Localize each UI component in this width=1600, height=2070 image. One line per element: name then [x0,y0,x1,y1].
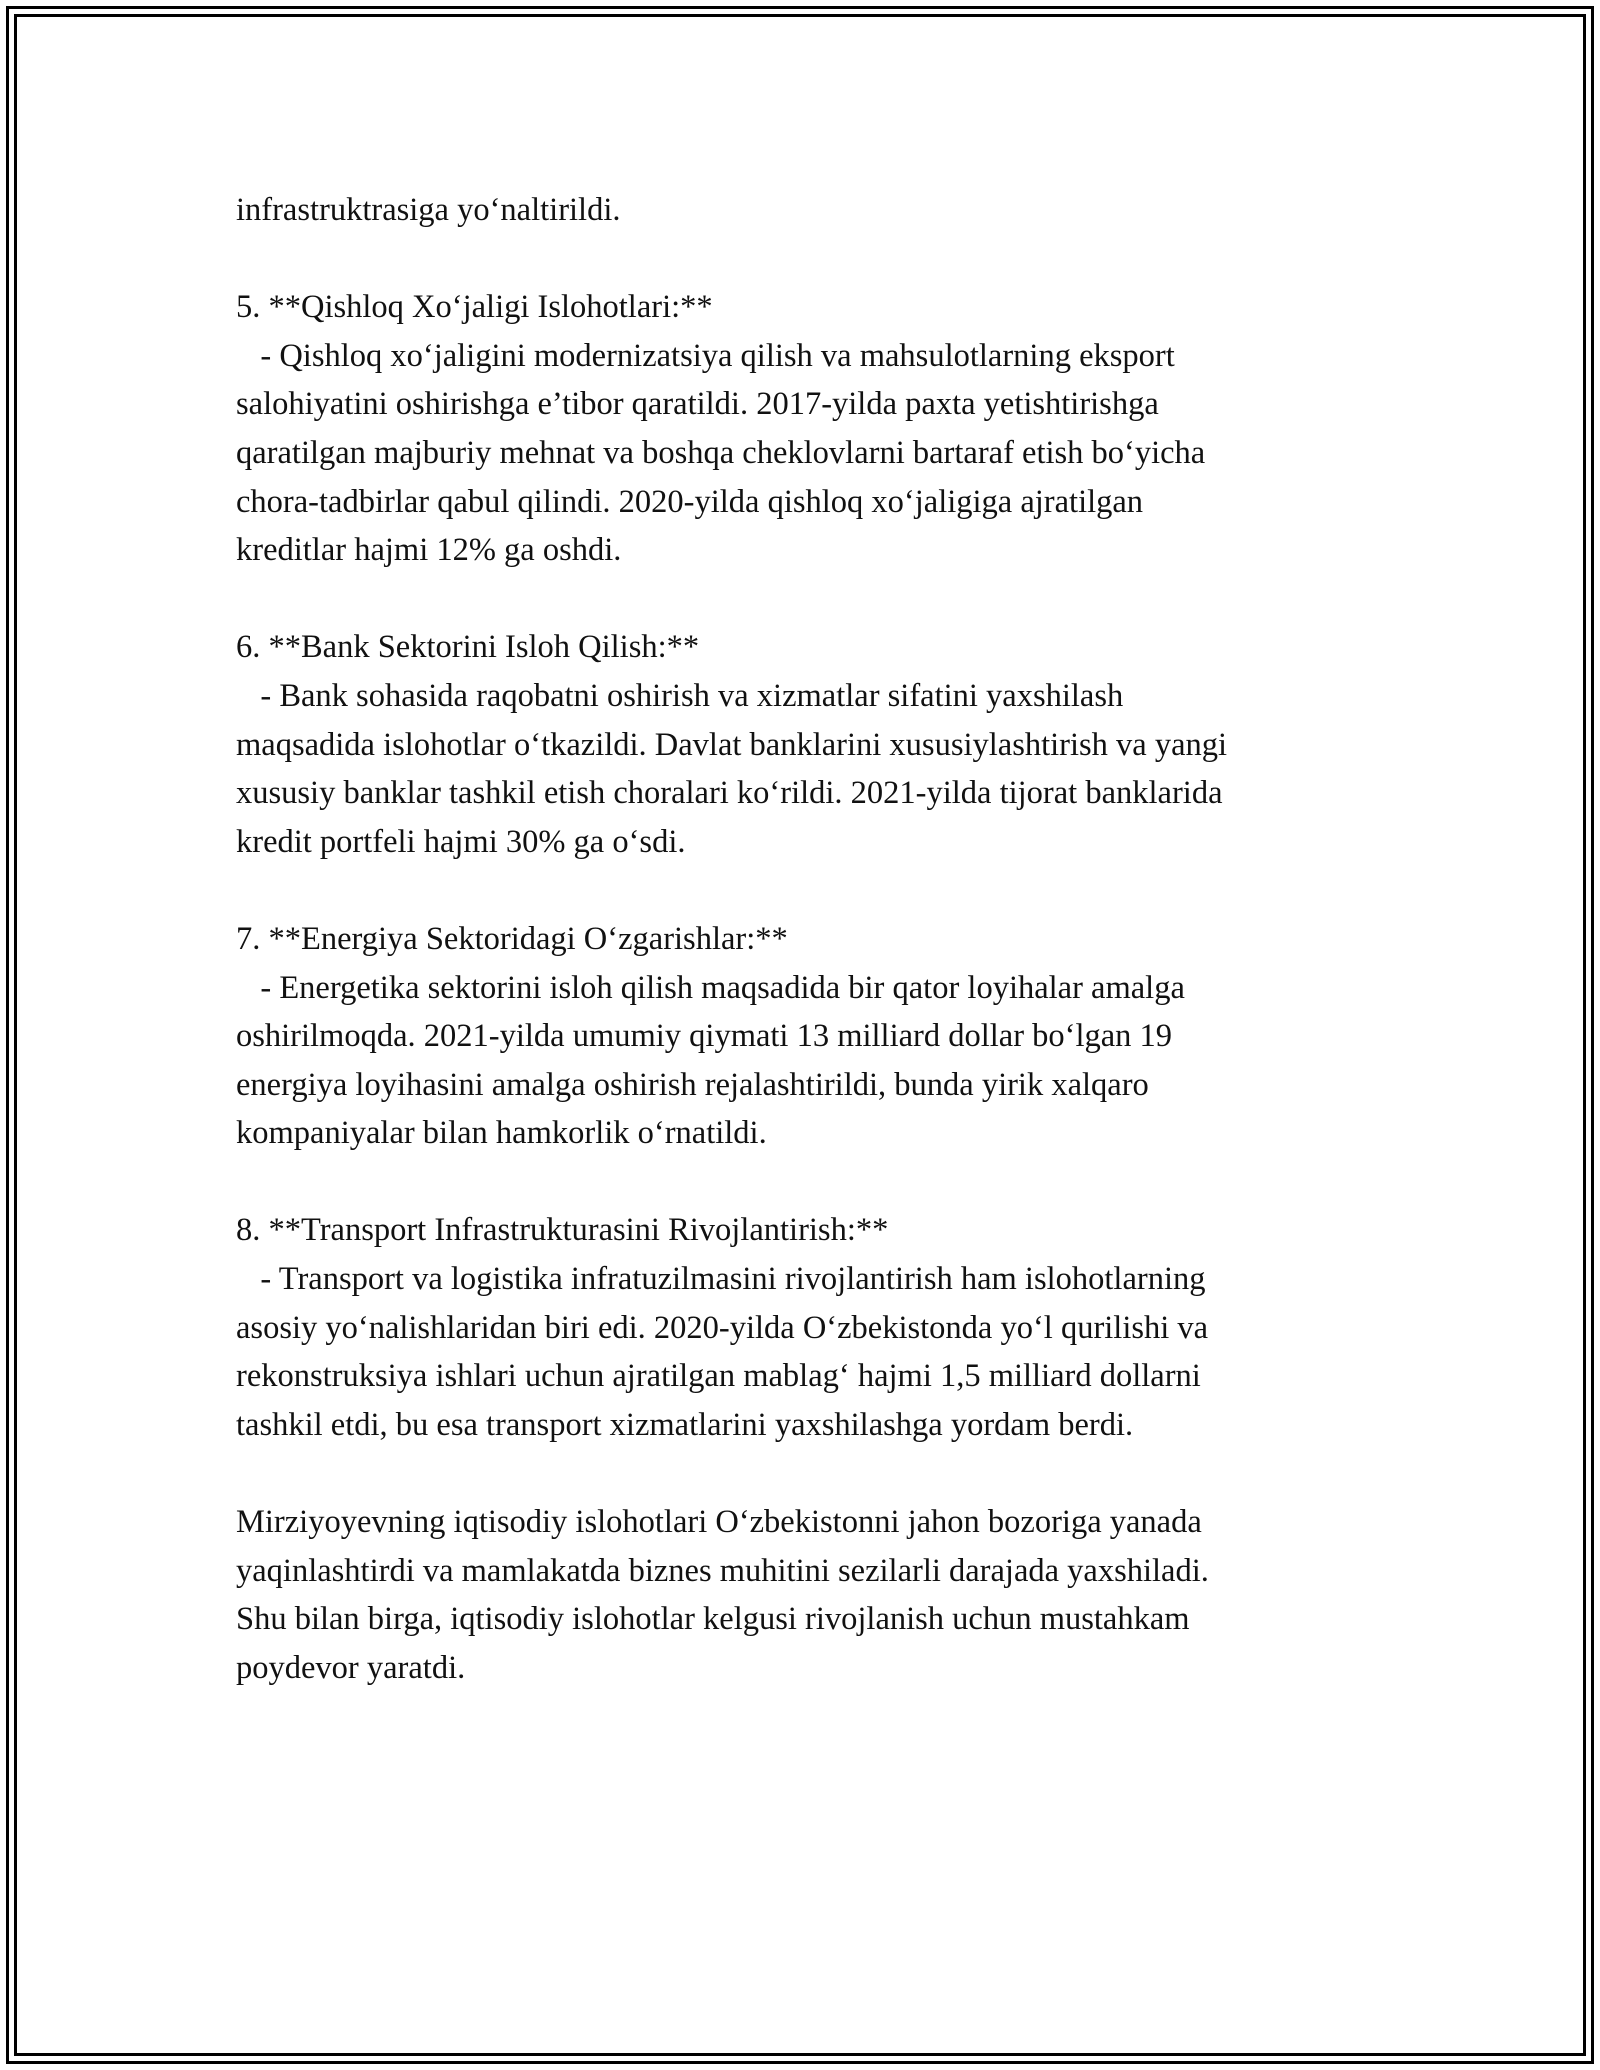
section-line: oshirilmoqda. 2021-yilda umumiy qiymati 13 milliard dollar bo‘lgan 19 [236,1018,1173,1055]
section-energy [236,915,1366,1158]
conclusion-paragraph [236,1498,1366,1692]
paragraph-gap [236,1449,1366,1498]
section-line: tashkil etdi, bu esa transport xizmatlarini yaxshilashga yordam berdi. [236,1406,1134,1443]
section-heading: 6. **Bank Sektorini Isloh Qilish:** [236,629,700,666]
section-line: - Energetika sektorini isloh qilish maqsadida bir qator loyihalar amalga [236,969,1185,1006]
paragraph-gap [236,235,1366,284]
conclusion-line: Shu bilan birga, iqtisodiy islohotlar kelgusi rivojlanish uchun mustahkam [236,1601,1190,1638]
intro-line: infrastruktrasiga yo‘naltirildi. [236,192,621,228]
section-line: salohiyatini oshirishga e’tibor qaratildi. 2017-yilda paxta yetishtirishga [236,386,1159,423]
paragraph-gap [236,575,1366,624]
section-heading: 7. **Energiya Sektoridagi O‘zgarishlar:** [236,920,788,957]
section-transport [236,1206,1366,1449]
paragraph-gap [236,1158,1366,1207]
section-line: maqsadida islohotlar o‘tkazildi. Davlat banklarini xususiylashtirish va yangi [236,726,1228,763]
section-line: - Transport va logistika infratuzilmasini rivojlantirish ham islohotlarning [236,1261,1206,1298]
section-line: xususiy banklar tashkil etish choralari ko‘rildi. 2021-yilda tijorat banklarida [236,775,1223,812]
section-agriculture [236,283,1366,575]
section-line: - Bank sohasida raqobatni oshirish va xizmatlar sifatini yaxshilash [236,677,1124,714]
section-line: kreditlar hajmi 12% ga oshdi. [236,532,622,569]
conclusion-line: poydevor yaratdi. [236,1649,466,1686]
section-banking [236,623,1366,866]
section-line: qaratilgan majburiy mehnat va boshqa cheklovlarni bartaraf etish bo‘yicha [236,434,1206,471]
document-body [236,186,1366,1692]
section-line: chora-tadbirlar qabul qilindi. 2020-yilda qishloq xo‘jaligiga ajratilgan [236,483,1144,520]
conclusion-line: yaqinlashtirdi va mamlakatda biznes muhitini sezilarli darajada yaxshiladi. [236,1552,1209,1589]
conclusion-line: Mirziyoyevning iqtisodiy islohotlari O‘zbekistonni jahon bozoriga yanada [236,1504,1202,1541]
section-line: asosiy yo‘nalishlaridan biri edi. 2020-yilda O‘zbekistonda yo‘l qurilishi va [236,1309,1209,1346]
section-line: - Qishloq xo‘jaligini modernizatsiya qilish va mahsulotlarning eksport [236,337,1175,374]
paragraph-gap [236,866,1366,915]
section-line: energiya loyihasini amalga oshirish rejalashtirildi, bunda yirik xalqaro [236,1066,1149,1103]
section-line: rekonstruksiya ishlari uchun ajratilgan mablag‘ hajmi 1,5 milliard dollarni [236,1358,1201,1395]
section-line: kredit portfeli hajmi 30% ga o‘sdi. [236,823,686,860]
section-line: kompaniyalar bilan hamkorlik o‘rnatildi. [236,1115,767,1152]
section-heading: 8. **Transport Infrastrukturasini Rivojlantirish:** [236,1212,889,1249]
section-heading: 5. **Qishloq Xo‘jaligi Islohotlari:** [236,289,713,326]
